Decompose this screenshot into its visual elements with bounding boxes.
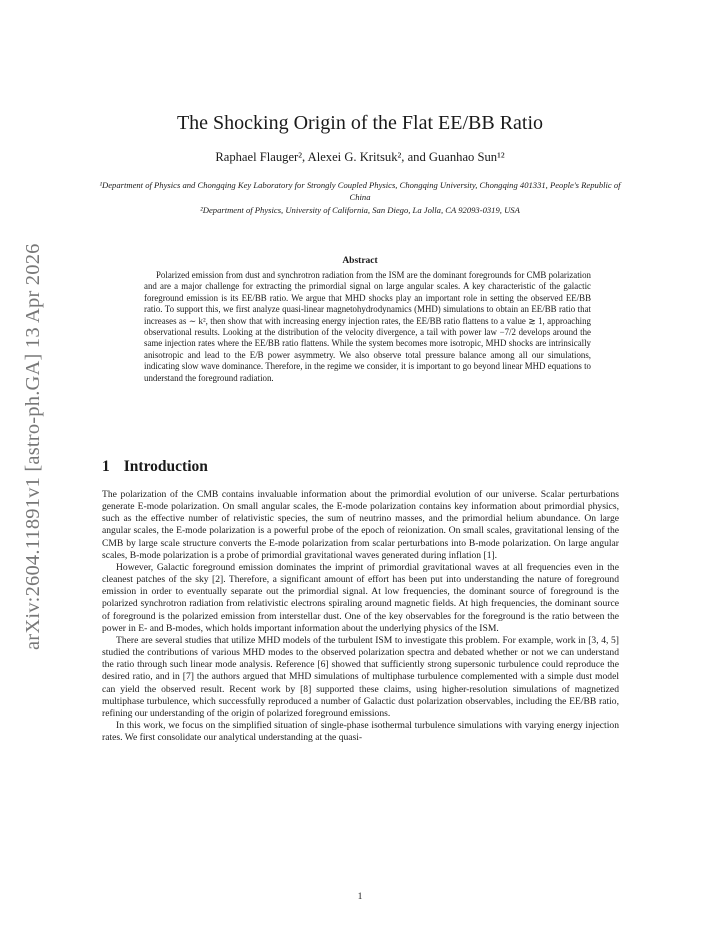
body-text [102, 489, 619, 744]
page-number: 1 [357, 891, 363, 902]
paragraph: There are several studies that utilize MHD models of the turbulent ISM to investigate this problem. For example, work in [3, 4, 5] studied the contributions of various MHD modes to the observed polarization spectra and debated whether or not we can understand the ratio through such linear mode analysis. Reference [6] showed that sufficiently strong supersonic turbulence could reproduce the desired ratio, and in [7] the authors argued that MHD simulations of multiphase turbulence complemented with a simple dust model can yield the observed result. Recent work by [8] supported these claims, using higher-resolution simulations of magnetized multiphase turbulence, which successfully reproduced a number of Galactic dust polarization observables, including the EE/BB ratio, refining our understanding of the origin of polarized foreground emissions. [102, 634, 619, 719]
paragraph: However, Galactic foreground emission dominates the imprint of primordial gravitational waves at all frequencies even in the cleanest patches of the sky [2]. Therefore, a significant amount of effort has been put into understanding the nature of foreground emission in order to eventually separate out the primordial signal. At low frequencies, the dominant source of foreground is the polarized synchrotron radiation from relativistic electrons spiraling around magnetic fields. At high frequencies, the dominant source of foreground is the polarized emission from interstellar dust. One of the key observables for the foreground is the ratio between the power in E- and B-modes, which holds important information about the underlying physics of the ISM. [102, 561, 619, 634]
section-title: Introduction [123, 458, 208, 475]
section-number: 1 [102, 458, 110, 475]
affiliation-2: ²Department of Physics, University of California, San Diego, La Jolla, CA 92093-0319, USA [200, 205, 520, 215]
paragraph: In this work, we focus on the simplified situation of single-phase isothermal turbulence simulations with varying energy injection rates. We first consolidate our analytical understanding at the quasi- [102, 719, 619, 744]
abstract-text: Polarized emission from dust and synchrotron radiation from the ISM are the dominant foregrounds for CMB polarization and are a major challenge for extracting the primordial signal on large angular scales. A key characteristic of the galactic foreground emission is its EE/BB ratio. We argue that MHD shocks play an important role in setting the observed EE/BB ratio. To support this, we first analyze quasi-linear magnetohydrodynamics (MHD) simulations to obtain an EE/BB ratio that increases as ∼ k², then show that with increasing energy injection rates, the EE/BB ratio flattens to a value ≳ 1, approaching observational results. Looking at the distribution of the velocity divergence, a tail with power law −7/2 develops around the same injection rates where the EE/BB ratio flattens. While the system becomes more isotropic, MHD shocks are intrinsically anisotropic and lead to the E/B power asymmetry. We also observe total pressure balance among all our simulations, indicating slow wave dominance. Therefore, in the regime we consider, it is important to go beyond linear MHD equations to understand the foreground radiation. [144, 270, 591, 383]
section-heading [102, 458, 208, 476]
abstract-heading: Abstract [342, 256, 378, 266]
arxiv-stamp: arXiv:2604.11891v1 [astro-ph.GA] 13 Apr 2026 [22, 243, 44, 650]
affiliation-1: ¹Department of Physics and Chongqing Key Laboratory for Strongly Coupled Physics, Chongqing University, Chongqing 401331, People's Republic of China [99, 180, 621, 202]
paper-title: The Shocking Origin of the Flat EE/BB Ratio [176, 112, 544, 134]
paragraph: The polarization of the CMB contains invaluable information about the primordial evolution of our universe. Scalar perturbations generate E-mode polarization. On small angular scales, the E-mode polarization contains key information about primordial physics, such as the effective number of relativistic species, the sum of neutrino masses, and the primordial helium abundance. On large angular scales, the E-mode polarization is a powerful probe of the epoch of reionization. On small scales, gravitational lensing of the CMB by large scale structure converts the E-mode polarization from scalar perturbations into B-mode polarization. On large angular scales, B-mode polarization is a probe of primordial gravitational waves generated during inflation [1]. [102, 489, 619, 561]
authors: Raphael Flauger², Alexei G. Kritsuk², and Guanhao Sun¹² [215, 150, 505, 164]
